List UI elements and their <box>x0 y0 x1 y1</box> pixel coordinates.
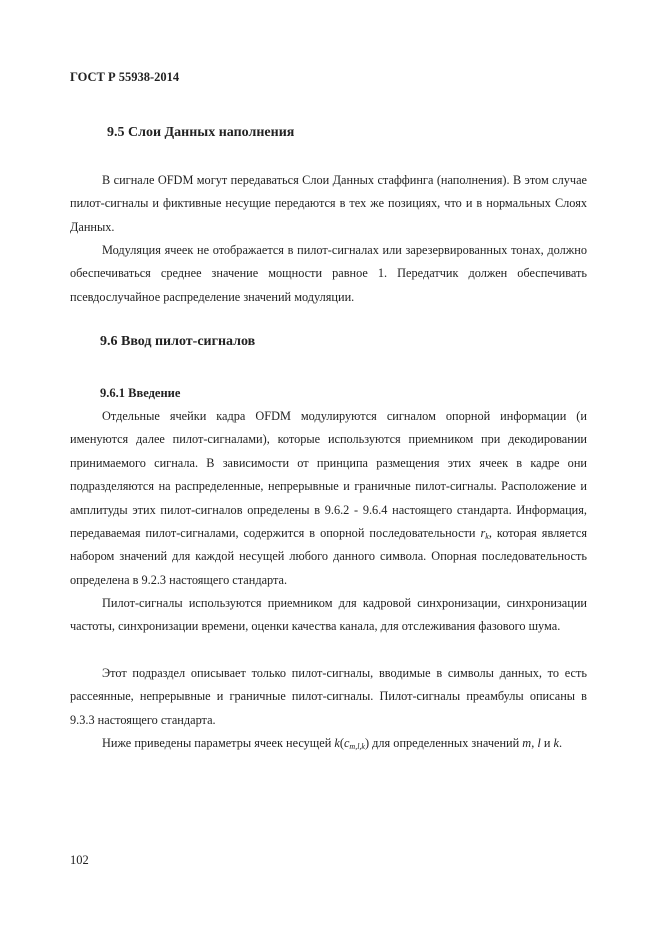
section-9-6-1-paragraph-1 <box>70 405 587 592</box>
variable-c: c <box>343 736 350 750</box>
variable-l: l <box>537 736 541 750</box>
subsection-9-6-1-title: 9.6.1 Введение <box>100 386 181 400</box>
paragraph-text: для определенных значений <box>369 736 523 750</box>
variable-m: m <box>522 736 532 750</box>
variable-r: r <box>480 526 486 541</box>
section-9-6-1-paragraph-3: Этот подраздел описывает только пилот-сигналы, вводимые в символы данных, то есть рассеянные, непрерывные и граничные пилот-сигналы. Пилот-сигналы преамбулы описаны в 9.3.3 настоящего стандарта. <box>70 666 587 727</box>
standard-code: ГОСТ Р 55938-2014 <box>70 70 180 84</box>
section-9-6-title: 9.6 Ввод пилот-сигналов <box>100 334 256 349</box>
section-9-6-1-paragraph-2: Пилот-сигналы используются приемником для кадровой синхронизации, синхронизации частоты, синхронизации времени, оценки качества канала, для отслеживания фазового шума. <box>70 596 587 634</box>
variable-r-subscript: k <box>485 532 489 542</box>
variable-k: k <box>553 736 559 750</box>
period: . <box>558 736 563 750</box>
variable-k: k <box>334 736 340 750</box>
section-9-5-paragraph-1: В сигнале OFDM могут передаваться Слои Данных стаффинга (наполнения). В этом случае пилот-сигналы и фиктивные несущие передаются в тех же позициях, что и в нормальных Слоях Данных. <box>70 173 587 234</box>
section-9-6-1-paragraph-4 <box>70 732 587 755</box>
paren-open: ( <box>339 736 344 750</box>
comma: , <box>531 736 538 750</box>
conjunction: и <box>540 736 554 750</box>
paragraph-text: Отдельные ячейки кадра OFDM модулируются сигналом опорной информации (и именуются далее пилот-сигналами), которые используются приемником при декодировании принимаемого сигнала. В зависимости от принципа размещения этих ячеек в кадре они подразделяются на распределенные, непрерывные и граничные пилот-сигналы. Расположение и амплитуды этих пилот-сигналов определены в 9.6.2 - 9.6.4 настоящего стандарта. Информация, передаваемая пилот-сигналами, содержится в опорной последовательности <box>70 409 587 541</box>
section-9-5-title: 9.5 Слои Данных наполнения <box>107 125 295 140</box>
paragraph-text: , которая является набором значений для каждой несущей любого данного символа. Опорная последовательность определена в 9.2.3 настоящего стандарта. <box>70 526 587 587</box>
variable-c-subscript: m,l,k <box>349 742 365 751</box>
section-9-5-paragraph-2: Модуляция ячеек не отображается в пилот-сигналах или зарезервированных тонах, должно обеспечиваться среднее значение мощности равное 1. Передатчик должен обеспечивать псевдослучайное распределение значений модуляции. <box>70 243 587 304</box>
page-number: 102 <box>70 853 89 867</box>
paragraph-text: Ниже приведены параметры ячеек несущей <box>102 736 335 750</box>
paren-close: ) <box>364 736 370 750</box>
